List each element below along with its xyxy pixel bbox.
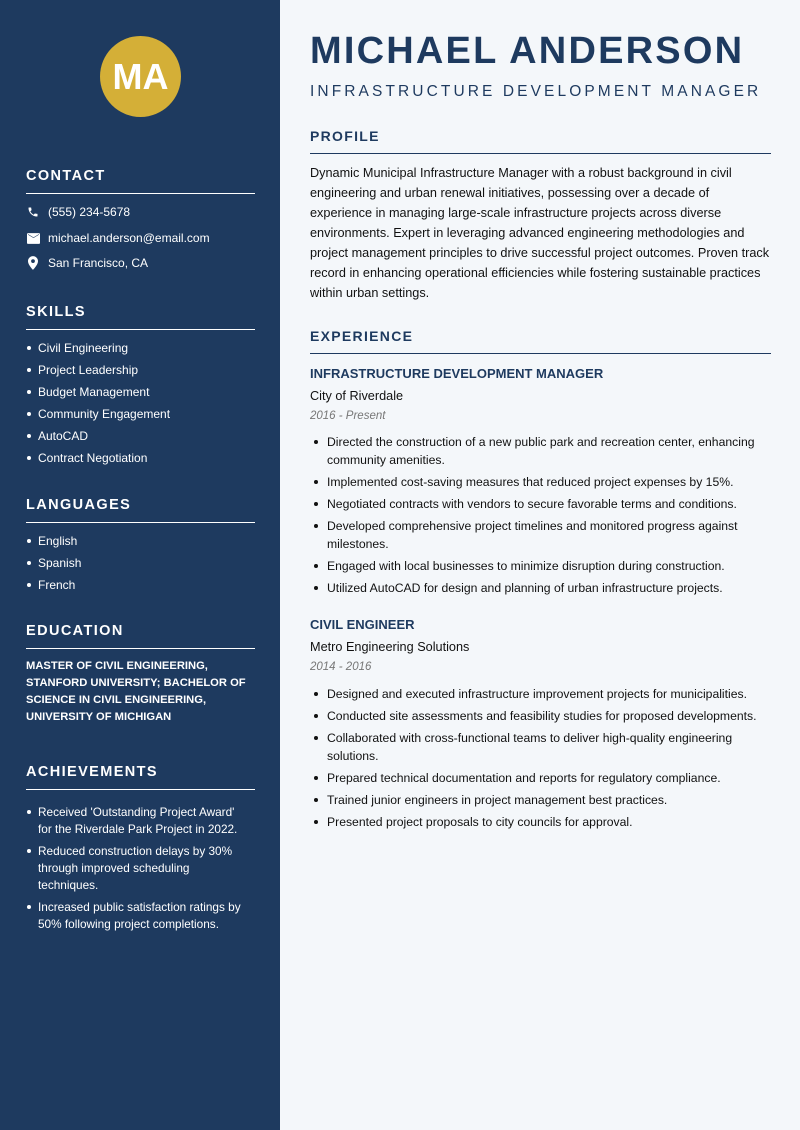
- skills-list: [26, 340, 255, 472]
- list-item: Trained junior engineers in project management best practices.: [310, 791, 771, 809]
- experience-heading: EXPERIENCE: [310, 328, 771, 354]
- location-pin-icon: [26, 256, 40, 270]
- company-name: City of Riverdale: [310, 389, 404, 403]
- list-item: Directed the construction of a new public park and recreation center, enhancing community amenities.: [310, 433, 771, 469]
- job-dates: 2014 - 2016: [310, 661, 372, 673]
- list-item: Contract Negotiation: [26, 450, 255, 472]
- list-item: Project Leadership: [26, 362, 255, 384]
- job-dates: 2016 - Present: [310, 410, 386, 422]
- contact-phone: [26, 205, 130, 219]
- list-item: French: [26, 577, 255, 599]
- skills-heading: SKILLS: [26, 304, 255, 330]
- profile-heading: PROFILE: [310, 128, 771, 154]
- list-item: Collaborated with cross-functional teams to deliver high-quality engineering solutions.: [310, 729, 771, 765]
- list-item: English: [26, 533, 255, 555]
- profile-text: Dynamic Municipal Infrastructure Manager with a robust background in civil engineering and urban renewal initiatives, possessing over a decade of experience in managing large-scale infrastructure projects across diverse environments. Expert in leveraging advanced engineering methodologies and project management principles to drive successful project outcomes. Proven track record in enhancing operational efficiencies while fostering sustainable practices within urban settings.: [310, 166, 770, 300]
- languages-heading: LANGUAGES: [26, 497, 255, 523]
- avatar: MA: [100, 36, 181, 117]
- list-item: Utilized AutoCAD for design and planning of urban infrastructure projects.: [310, 579, 771, 597]
- company-name: Metro Engineering Solutions: [310, 640, 470, 654]
- location-text: San Francisco, CA: [48, 256, 149, 270]
- languages-list: [26, 533, 255, 599]
- list-item: Spanish: [26, 555, 255, 577]
- phone-text: (555) 234-5678: [48, 205, 131, 219]
- list-item: Community Engagement: [26, 406, 255, 428]
- job-bullets: [310, 685, 771, 835]
- list-item: Negotiated contracts with vendors to secure favorable terms and conditions.: [310, 495, 771, 513]
- list-item: Implemented cost-saving measures that reduced project expenses by 15%.: [310, 473, 771, 491]
- job-title: CIVIL ENGINEER: [310, 617, 415, 632]
- education-heading: EDUCATION: [26, 623, 255, 649]
- list-item: Increased public satisfaction ratings by 50% following project completions.: [26, 899, 251, 933]
- list-item: Presented project proposals to city councils for approval.: [310, 813, 771, 831]
- list-item: Developed comprehensive project timelines and monitored progress against milestones.: [310, 517, 771, 553]
- job-role: INFRASTRUCTURE DEVELOPMENT MANAGER: [310, 83, 762, 100]
- list-item: Budget Management: [26, 384, 255, 406]
- list-item: Engaged with local businesses to minimize disruption during construction.: [310, 557, 771, 575]
- sidebar: [0, 0, 280, 1130]
- email-icon: [26, 231, 40, 245]
- achievements-heading: ACHIEVEMENTS: [26, 764, 255, 790]
- contact-email: [26, 231, 210, 245]
- list-item: Received 'Outstanding Project Award' for the Riverdale Park Project in 2022.: [26, 804, 251, 838]
- achievements-list: [26, 804, 251, 938]
- list-item: Reduced construction delays by 30% through improved scheduling techniques.: [26, 843, 251, 894]
- list-item: Conducted site assessments and feasibility studies for proposed developments.: [310, 707, 771, 725]
- page-title: MICHAEL ANDERSON: [310, 30, 745, 72]
- list-item: AutoCAD: [26, 428, 255, 450]
- list-item: Civil Engineering: [26, 340, 255, 362]
- email-text: michael.anderson@email.com: [48, 231, 210, 245]
- education-text: MASTER OF CIVIL ENGINEERING, STANFORD UNIVERSITY; BACHELOR OF SCIENCE IN CIVIL ENGINEERING, UNIVERSITY OF MICHIGAN: [26, 660, 246, 723]
- list-item: Designed and executed infrastructure improvement projects for municipalities.: [310, 685, 771, 703]
- job-title: INFRASTRUCTURE DEVELOPMENT MANAGER: [310, 366, 604, 381]
- phone-icon: [26, 205, 40, 219]
- contact-heading: CONTACT: [26, 168, 255, 194]
- job-bullets: [310, 433, 771, 601]
- list-item: Prepared technical documentation and reports for regulatory compliance.: [310, 769, 771, 787]
- contact-location: [26, 256, 148, 270]
